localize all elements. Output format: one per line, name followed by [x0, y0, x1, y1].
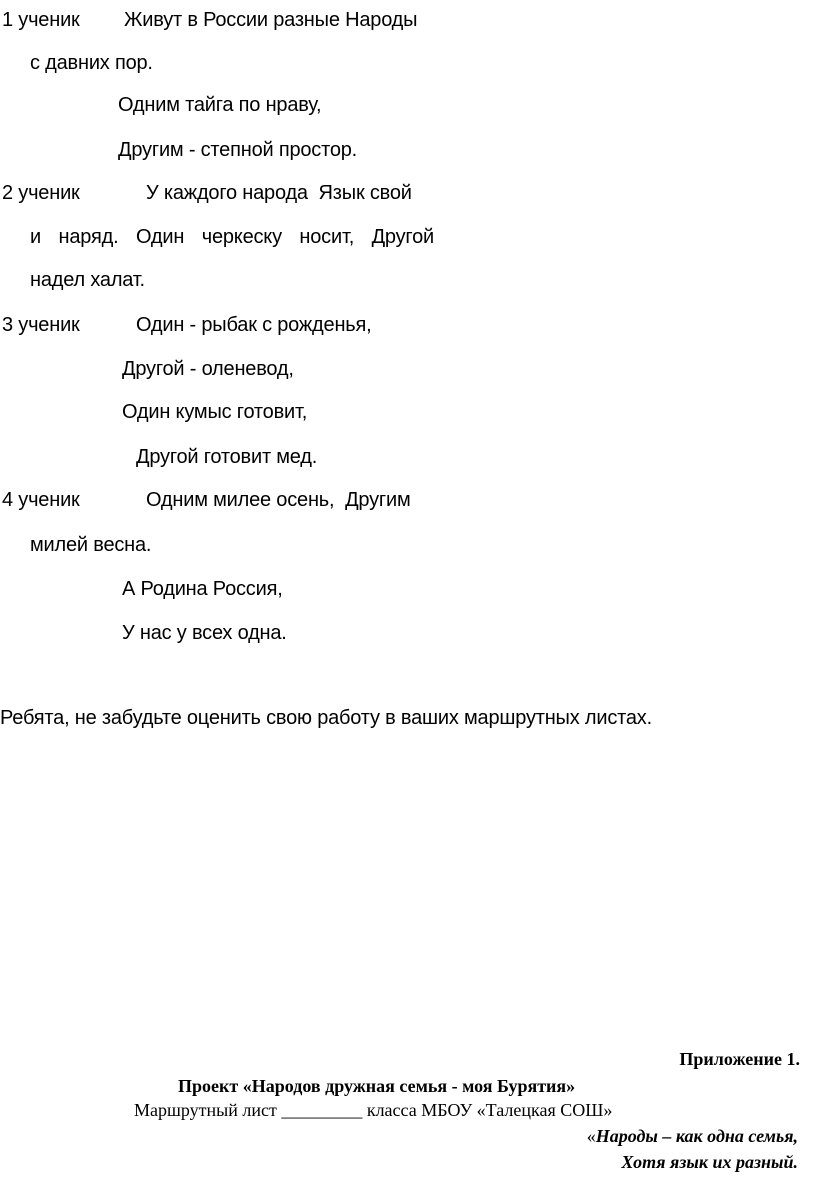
poem-line: Другой готовит мед. [136, 446, 318, 468]
word: черкеску [201, 226, 282, 248]
student-2-label: 2 ученик [2, 182, 80, 204]
student-4-label: 4 ученик [2, 489, 80, 511]
word: наряд. [58, 226, 119, 248]
route-sheet-line [134, 1099, 612, 1121]
poem-line: Одним тайга по нраву, [118, 94, 322, 116]
poem-line: Другим - степной простор. [118, 139, 358, 161]
reminder-text: Ребята, не забудьте оценить свою работу в ваших маршрутных листах. [0, 707, 652, 729]
epigraph-quote: « [586, 1126, 596, 1146]
poem-line: Другой - оленевод, [122, 358, 294, 380]
epigraph-text: Народы – как одна семья, [595, 1126, 798, 1146]
poem-line: милей весна. [30, 534, 152, 556]
poem-line: Живут в России разные Народы [124, 9, 418, 31]
route-sheet-prefix: Маршрутный лист [134, 1100, 277, 1120]
poem-line: с давних пор. [30, 52, 153, 74]
route-sheet-suffix: класса МБОУ «Талецкая СОШ» [366, 1100, 613, 1120]
word: носит, [299, 226, 355, 248]
poem-line: Одним милее осень, Другим [146, 489, 411, 511]
word: Один [135, 226, 185, 248]
poem-line: Один кумыс готовит, [122, 401, 308, 423]
poem-line-justified [30, 225, 434, 249]
epigraph-line-1 [587, 1125, 798, 1147]
poem-line: А Родина Россия, [122, 578, 283, 600]
student-1-label: 1 ученик [2, 9, 80, 31]
poem-line: У нас у всех одна. [122, 622, 287, 644]
project-title: Проект «Народов дружная семья - моя Бурятия» [178, 1076, 576, 1096]
poem-line: У каждого народа Язык свой [146, 182, 412, 204]
word: и [30, 226, 41, 248]
student-3-label: 3 ученик [2, 314, 80, 336]
appendix-heading: Приложение 1. [679, 1049, 800, 1069]
word: Другой [371, 226, 434, 248]
epigraph-line-2: Хотя язык их разный. [621, 1152, 798, 1172]
class-blank: _________ [281, 1100, 363, 1120]
poem-line: Один - рыбак с рожденья, [136, 314, 372, 336]
poem-line: надел халат. [30, 269, 145, 291]
